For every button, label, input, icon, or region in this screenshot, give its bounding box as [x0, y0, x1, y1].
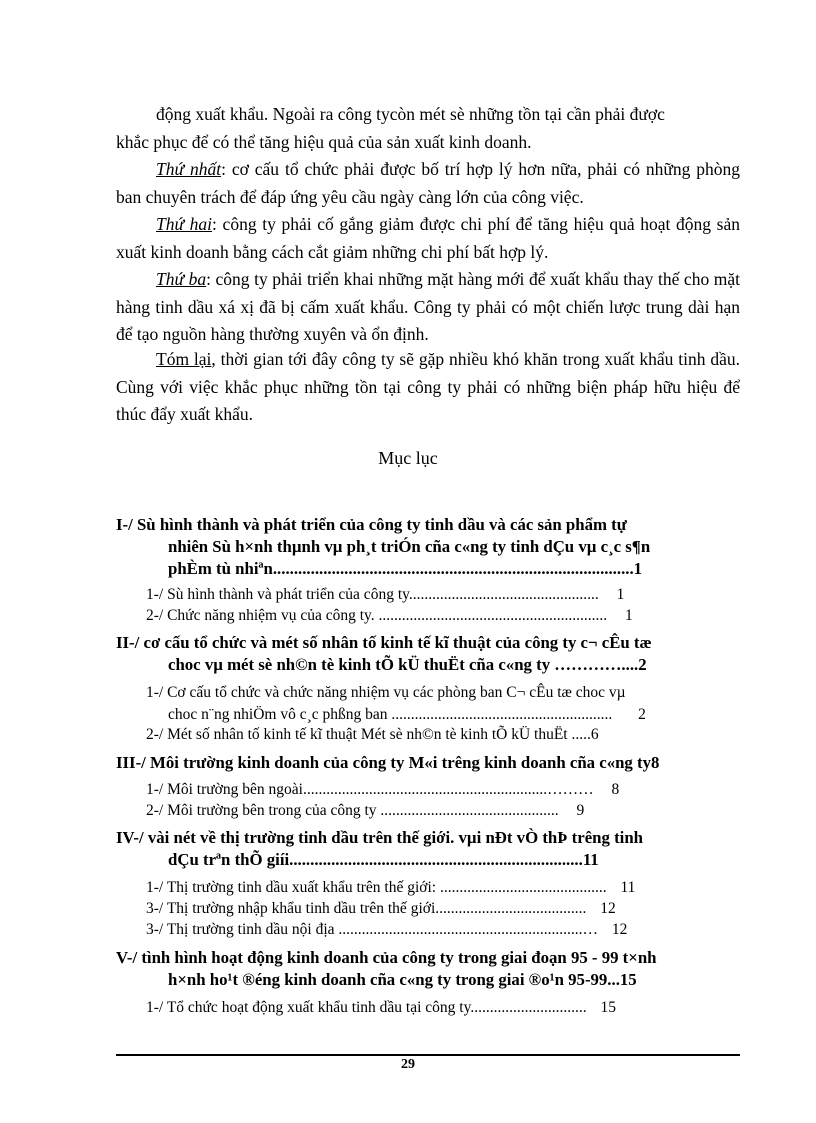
toc-line: I-/ Sù hình thành và phát triển của công ty tinh dầu và các sản phẩm tự — [116, 515, 627, 534]
toc-item-2-1[interactable]: 1-/ Cơ cấu tổ chức và chức năng nhiệm vụ các phòng ban C¬ cÊu tæ choc vµ choc n¨ng nhiÖm vô c¸c phßng ban ......................................................... 2 — [146, 684, 646, 723]
toc-line: choc vµ mét sè nh©n tè kinh tÕ kÜ thuËt cña c«ng ty …………....2 — [168, 655, 647, 674]
toc-line: phÈm tù nhiªn......................................................................................1 — [168, 559, 643, 578]
paragraph-text: , thời gian tới đây công ty sẽ gặp nhiều khó khăn trong xuất khẩu tinh dầu. Cùng với việc khắc phục những tồn tại công ty phải có những biện pháp hữu hiệu để thúc đẩy xuất khẩu. — [116, 349, 740, 424]
paragraph-lead: Tóm lại — [156, 349, 212, 369]
toc-line: V-/ tình hình hoạt động kinh doanh của công ty trong giai đoạn 95 - 99 t×nh — [116, 948, 657, 967]
toc-line: II-/ cơ cấu tổ chức và mét số nhân tố kinh tế kĩ thuật của công ty c¬ cÊu tæ — [116, 633, 652, 652]
toc-item-4-2[interactable]: 3-/ Thị trường nhập khẩu tinh dầu trên thế giới....................................... 12 — [146, 900, 616, 917]
toc-page-number: 1 — [625, 607, 633, 624]
toc-page-number: 12 — [611, 921, 628, 938]
toc-line: IV-/ vài nét về thị trường tinh dầu trên thế giới. vµi nÐt vÒ thÞ trêng tinh — [116, 828, 644, 847]
toc-page-number: 11 — [620, 879, 636, 896]
toc-section-2[interactable] — [116, 632, 740, 676]
toc-page-number: 11 — [582, 850, 599, 869]
toc-page-number: 15 — [600, 999, 616, 1016]
toc-page-number: 2 — [638, 706, 646, 723]
paragraph-line: động xuất khẩu. Ngoài ra công tycòn mét sè những tồn tại cần phải được — [156, 104, 665, 124]
toc-line: dÇu trªn thÕ giíi......................................................................11 — [168, 850, 599, 869]
page-number: 29 — [401, 1057, 415, 1072]
footer-rule — [116, 1054, 740, 1056]
toc-line: nhiên Sù h×nh thµnh vµ ph¸t triÓn cña c«ng ty tinh dÇu vµ c¸c s¶n — [168, 537, 651, 556]
toc-line: III-/ Môi trường kinh doanh của công ty M«i trêng kinh doanh cña c«ng ty8 — [116, 753, 660, 772]
paragraph-continuation — [116, 101, 740, 156]
paragraph-text: : cơ cấu tổ chức phải được bố trí hợp lý hơn nữa, phải có những phòng ban chuyên trách để đáp ứng yêu cầu ngày càng lớn của công việc. — [116, 159, 741, 207]
paragraph-text: : công ty phải triển khai những mặt hàng mới để xuất khẩu thay thế cho mặt hàng tinh dầu xá xị đã bị cấm xuất khẩu. Công ty phải có một chiến lược trung dài hạn để tạo nguồn hàng thường xuyên và ổn định. — [116, 269, 740, 344]
toc-item-3-2[interactable]: 2-/ Môi trường bên trong của công ty .............................................. 9 — [146, 802, 585, 819]
toc-section-5[interactable] — [116, 947, 740, 991]
toc-page-number: 1 — [633, 559, 643, 578]
toc-section-3[interactable] — [116, 752, 740, 774]
toc-item-1-1[interactable]: 1-/ Sù hình thành và phát triển của công ty................................................. 1 — [146, 586, 625, 603]
toc-page-number: 8 — [651, 753, 660, 772]
toc-section-4[interactable] — [116, 827, 740, 871]
toc-page-number: 15 — [619, 970, 637, 989]
paragraph-third — [116, 266, 740, 349]
toc-item-3-1[interactable]: 1-/ Môi trường bên ngoài...............................................................……… 8 — [146, 781, 620, 798]
toc-title: Mục lục — [378, 448, 438, 468]
paragraph-lead: Thứ nhất — [156, 159, 222, 179]
paragraph-first — [116, 156, 740, 211]
toc-item-5-1[interactable]: 1-/ Tổ chức hoạt động xuất khẩu tinh dầu tại công ty.............................. 15 — [146, 999, 616, 1016]
toc-item-4-3[interactable]: 3-/ Thị trường tinh dầu nội địa ...............................................................… 12 — [146, 921, 628, 938]
toc-item-2-2[interactable]: 2-/ Mét số nhân tố kinh tế kĩ thuật Mét sè nh©n tè kinh tÕ kÜ thuËt .....6 — [146, 726, 599, 743]
paragraph-lead: Thứ ba — [156, 269, 207, 289]
paragraph-second — [116, 211, 740, 266]
toc-item-4-1[interactable]: 1-/ Thị trường tinh dầu xuất khẩu trên thế giới: ........................................... 11 — [146, 879, 636, 896]
toc-section-1[interactable] — [116, 514, 740, 580]
paragraph-lead: Thứ hai — [156, 214, 213, 234]
paragraph-conclusion — [116, 346, 740, 429]
toc-page-number: 2 — [638, 655, 647, 674]
toc-page-number: 6 — [590, 726, 599, 743]
toc-item-1-2[interactable]: 2-/ Chức năng nhiệm vụ của công ty. ........................................................... 1 — [146, 607, 633, 624]
toc-page-number: 9 — [576, 802, 585, 819]
toc-page-number: 1 — [616, 586, 625, 603]
paragraph-text: : công ty phải cố gắng giảm được chi phí để tăng hiệu quả hoạt động sản xuất kinh doanh bằng cách cắt giảm những chi phí bất hợp lý. — [116, 214, 741, 262]
toc-page-number: 8 — [611, 781, 620, 798]
toc-page-number: 12 — [600, 900, 616, 917]
toc-line: h×nh ho¹t ®éng kinh doanh cña c«ng ty trong giai ®o¹n 95-99...15 — [168, 970, 637, 989]
paragraph-line: khắc phục để có thể tăng hiệu quả của sản xuất kinh doanh. — [116, 131, 532, 152]
